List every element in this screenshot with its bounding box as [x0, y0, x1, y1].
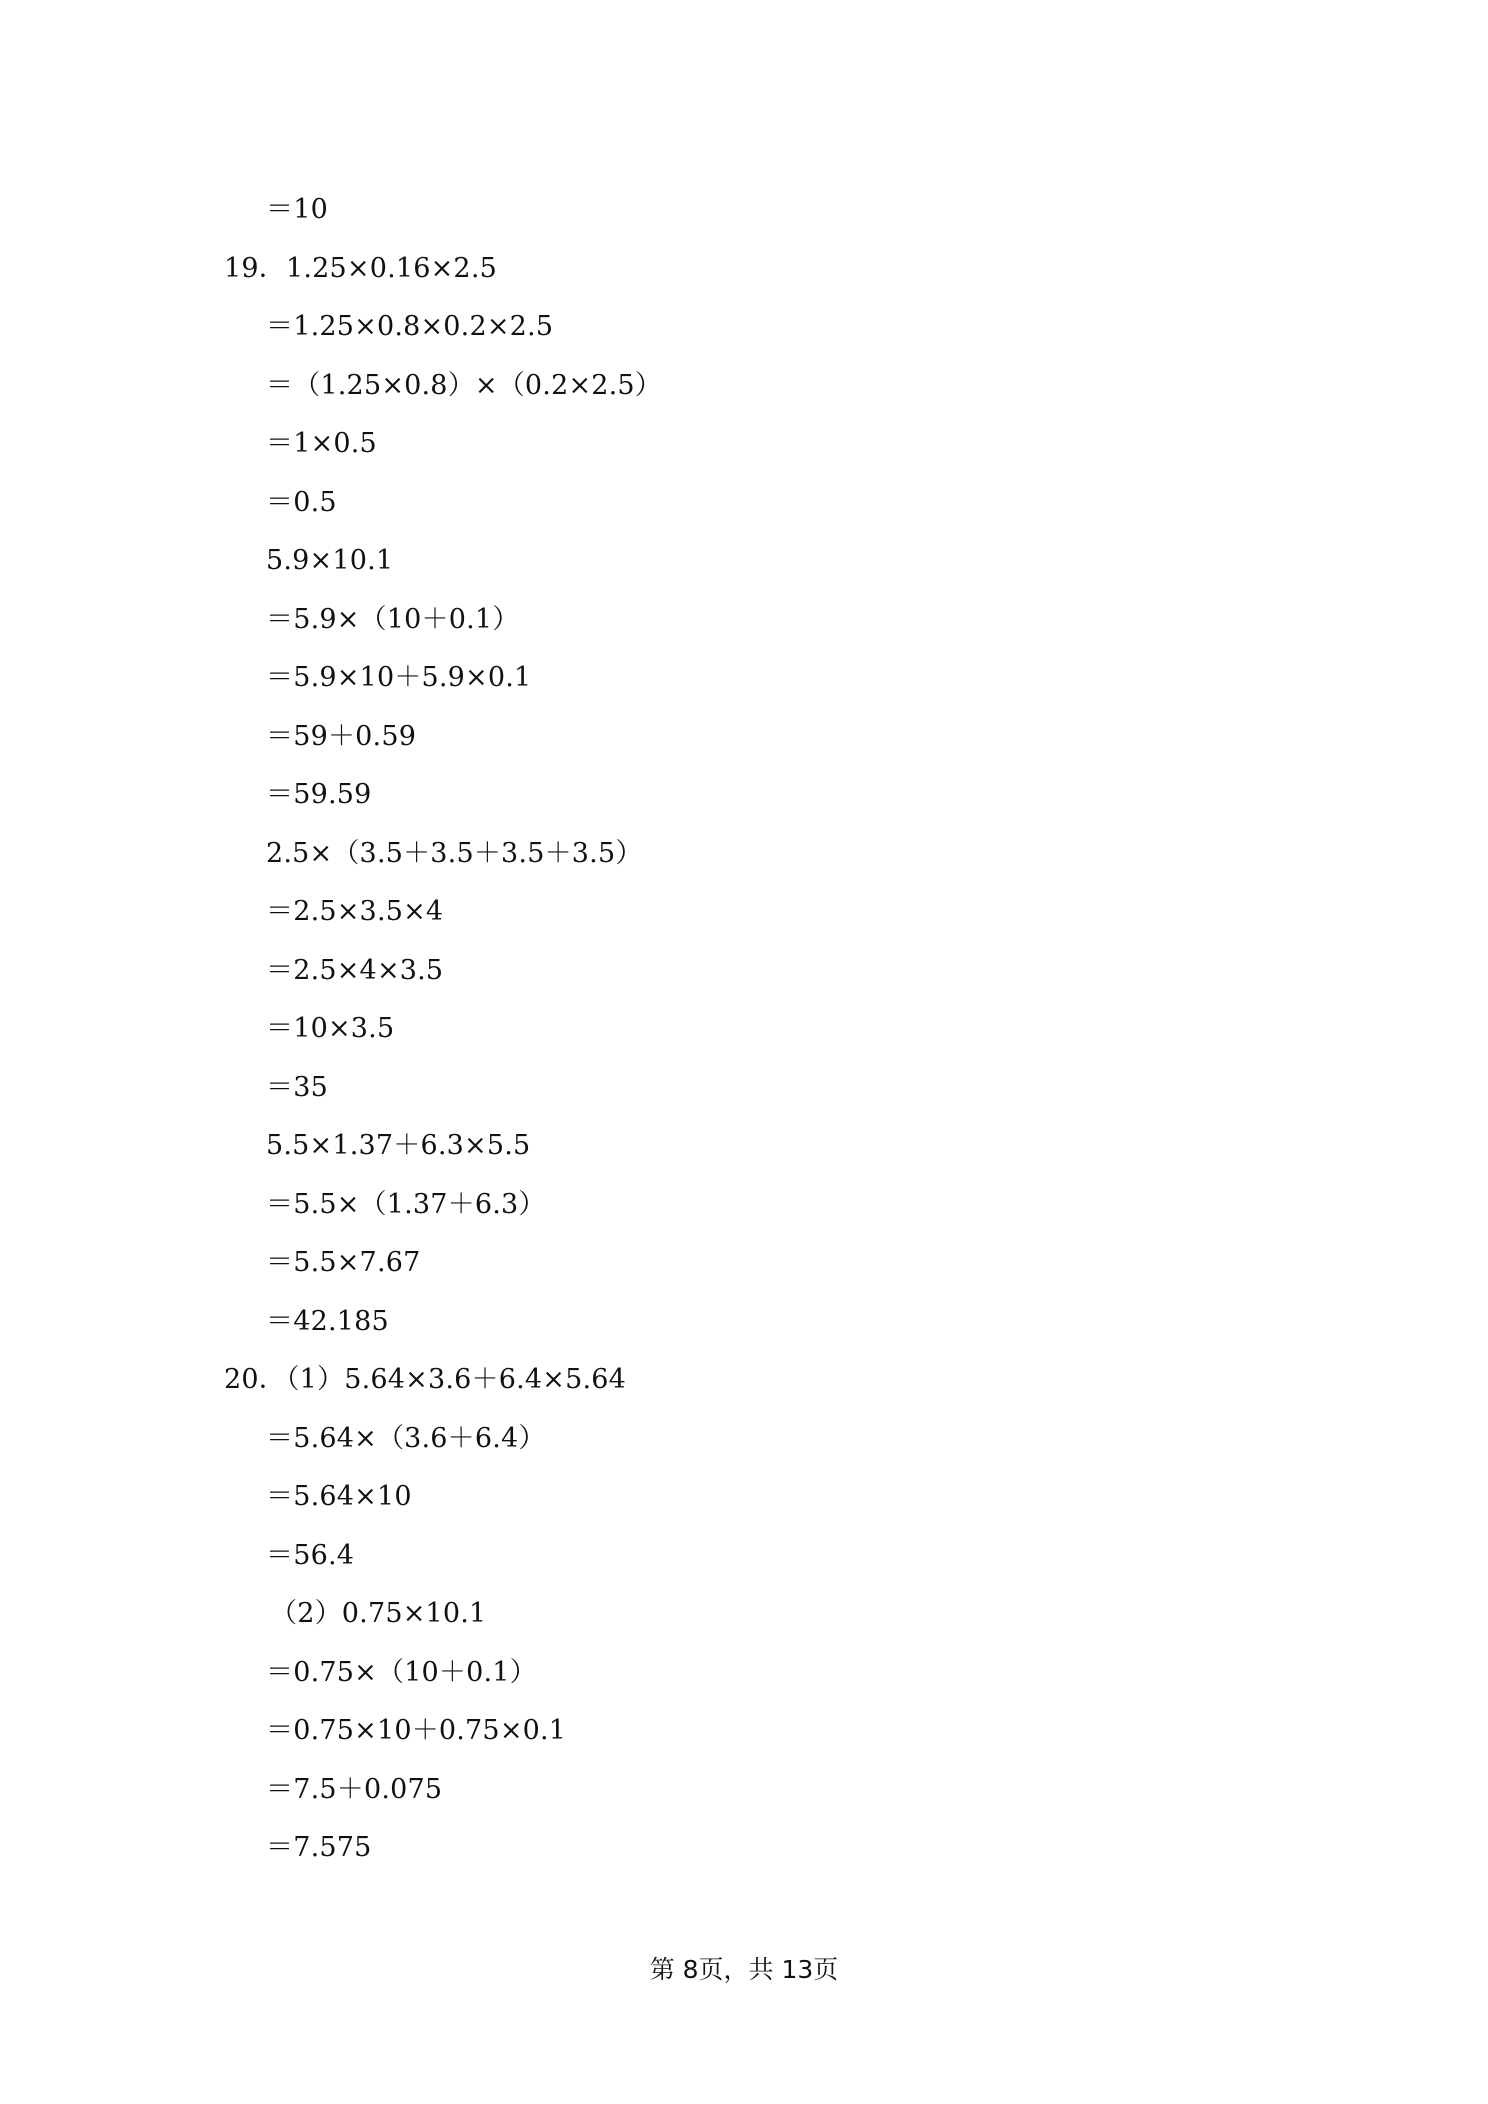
- expression-line: 2.5×（3.5＋3.5＋3.5＋3.5）: [266, 838, 643, 869]
- solution-line: ＝2.5×3.5×4: [266, 896, 444, 927]
- solution-line: ＝1.25×0.8×0.2×2.5: [266, 311, 554, 342]
- solution-line: ＝5.5×7.67: [266, 1247, 421, 1278]
- question-19-line: 19．1.25×0.16×2.5: [224, 253, 497, 284]
- solution-line: ＝0.75×（10＋0.1）: [266, 1657, 537, 1688]
- solution-line: ＝7.575: [266, 1832, 372, 1863]
- solution-line: ＝（1.25×0.8）×（0.2×2.5）: [266, 370, 663, 401]
- solution-line: ＝10: [266, 194, 328, 225]
- expression-line: 5.5×1.37＋6.3×5.5: [266, 1130, 531, 1161]
- solution-line: ＝5.64×（3.6＋6.4）: [266, 1423, 546, 1454]
- solution-line: ＝5.5×（1.37＋6.3）: [266, 1189, 546, 1220]
- question-20-line: 20．（1）5.64×3.6＋6.4×5.64: [224, 1364, 626, 1395]
- solution-line: ＝2.5×4×3.5: [266, 955, 444, 986]
- solution-line: ＝5.9×（10＋0.1）: [266, 604, 520, 635]
- solution-line: ＝5.9×10＋5.9×0.1: [266, 662, 532, 693]
- solution-line: ＝7.5＋0.075: [266, 1774, 443, 1805]
- solution-line: ＝10×3.5: [266, 1013, 395, 1044]
- solution-line: ＝42.185: [266, 1306, 389, 1337]
- solution-line: ＝59＋0.59: [266, 721, 417, 752]
- solution-line: ＝1×0.5: [266, 428, 377, 459]
- solution-line: ＝0.75×10＋0.75×0.1: [266, 1715, 567, 1746]
- solution-line: ＝35: [266, 1072, 328, 1103]
- sub-question-line: （2）0.75×10.1: [270, 1598, 487, 1629]
- solution-line: ＝59.59: [266, 779, 372, 810]
- solution-line: ＝56.4: [266, 1540, 355, 1571]
- page-footer: 第 8页，共 13页: [649, 1955, 839, 1984]
- expression-line: 5.9×10.1: [266, 545, 394, 576]
- solution-line: ＝0.5: [266, 487, 337, 518]
- solution-line: ＝5.64×10: [266, 1481, 412, 1512]
